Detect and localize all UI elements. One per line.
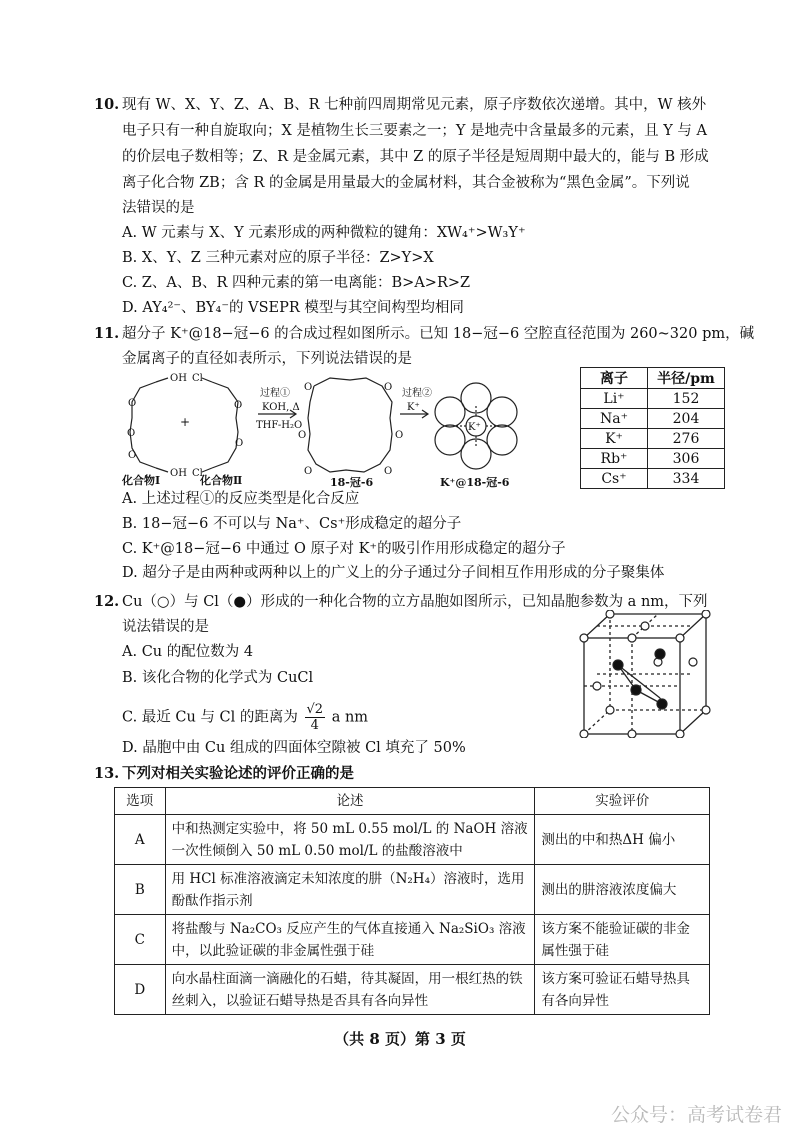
q10-option-c: C. Z、A、B、R 四种元素的第一电离能：B>A>R>Z <box>122 275 471 291</box>
row-argument: 中和热测定实验中，将 50 mL 0.55 mol/L 的 NaOH 溶液一次性倾倒入 50 mL 0.50 mol/L 的盐酸溶液中 <box>165 815 535 865</box>
plus-sign: + <box>180 415 191 429</box>
fraction-numerator: √2 <box>306 702 324 717</box>
crown-o-6: O <box>298 430 307 441</box>
q12-number: 12. <box>94 593 120 610</box>
q12-stem-line-1: Cu（○）与 Cl（●）形成的一种化合物的立方晶胞如图所示，已知晶胞参数为 a nm，下列 <box>122 594 708 610</box>
eval-table-header <box>115 788 710 815</box>
row-evaluation: 该方案不能验证碳的非金属性强于硅 <box>535 915 710 965</box>
q12-option-a: A. Cu 的配位数为 4 <box>122 644 254 660</box>
q10-stem-line-5: 法错误的是 <box>122 200 195 216</box>
row-argument: 将盐酸与 Na₂CO₃ 反应产生的气体直接通入 Na₂SiO₃ 溶液中，以此验证碳的非金属性强于硅 <box>165 915 535 965</box>
compound-1-oh-bottom: OH <box>170 468 187 479</box>
row-option: A <box>115 815 166 865</box>
crown-o-2: O <box>384 382 393 393</box>
ion-radius: 334 <box>648 469 725 489</box>
q13-stem: 下列对相关实验论述的评价正确的是 <box>122 765 354 782</box>
q10-number: 10. <box>94 96 120 113</box>
q11-option-d: D. 超分子是由两种或两种以上的广义上的分子通过分子间相互作用形成的分子聚集体 <box>122 565 665 581</box>
compound-1-o-2: O <box>127 428 136 439</box>
compound-2-o-1: O <box>234 400 243 411</box>
watermark: 公众号：高考试卷君 <box>610 1104 782 1126</box>
row-evaluation: 测出的中和热ΔH 偏小 <box>535 815 710 865</box>
q12-option-b: B. 该化合物的化学式为 CuCl <box>122 670 314 686</box>
step-1-condition-2: THF-H₂O <box>256 420 303 431</box>
q11-number: 11. <box>94 325 120 342</box>
q10-stem-line-1: 现有 W、X、Y、Z、A、B、R 七种前四周期常见元素，原子序数依次递增。其中，W 核外 <box>122 97 707 113</box>
q11-option-c: C. K⁺@18−冠−6 中通过 O 原子对 K⁺的吸引作用形成稳定的超分子 <box>122 541 566 557</box>
q12-option-c-suffix: a nm <box>331 709 369 726</box>
ion-header-ion: 离子 <box>581 368 648 389</box>
ion-name: K⁺ <box>581 429 648 449</box>
table-row <box>581 389 725 409</box>
header-evaluation: 实验评价 <box>535 788 710 815</box>
table-row <box>115 815 710 865</box>
row-evaluation: 该方案可验证石蜡导热具有各向异性 <box>535 965 710 1015</box>
ion-name: Rb⁺ <box>581 449 648 469</box>
ion-name: Li⁺ <box>581 389 648 409</box>
row-option: B <box>115 865 166 915</box>
label-compound-1: 化合物Ⅰ <box>122 474 161 487</box>
step-2-reagent: K⁺ <box>407 402 420 413</box>
step-2-label: 过程② <box>402 388 432 399</box>
compound-1-o-3: O <box>128 450 137 461</box>
q12-stem-line-2: 说法错误的是 <box>122 619 209 635</box>
q11-option-a: A. 上述过程①的反应类型是化合反应 <box>122 491 360 507</box>
ion-radius: 204 <box>648 409 725 429</box>
crown-o-1: O <box>304 382 313 393</box>
ion-radius-table <box>580 367 725 489</box>
q11-stem-line-2: 金属离子的直径如表所示，下列说法错误的是 <box>122 351 412 367</box>
row-evaluation: 测出的肼溶液浓度偏大 <box>535 865 710 915</box>
table-row <box>115 915 710 965</box>
page-footer: （共 8 页）第 3 页 <box>334 1030 466 1048</box>
q10-stem-line-2: 电子只有一种自旋取向；X 是植物生长三要素之一；Y 是地壳中含量最多的元素，且 Y 与 A <box>122 123 707 139</box>
compound-2-o-2: O <box>235 438 244 449</box>
table-row <box>115 865 710 915</box>
step-1-label: 过程① <box>260 388 290 399</box>
experiment-evaluation-table <box>114 787 710 1015</box>
compound-2-cl-bottom: Cl <box>192 468 203 479</box>
table-row <box>581 429 725 449</box>
table-row <box>115 965 710 1015</box>
q10-option-d: D. AY₄²⁻、BY₄⁻的 VSEPR 模型与其空间构型均相同 <box>122 300 464 316</box>
table-row <box>581 469 725 489</box>
label-k-complex: K⁺@18-冠-6 <box>440 476 510 488</box>
row-option: D <box>115 965 166 1015</box>
q12-option-c <box>122 702 368 733</box>
unit-cell-diagram <box>578 610 712 738</box>
ion-name: Na⁺ <box>581 409 648 429</box>
ion-name: Cs⁺ <box>581 469 648 489</box>
header-option: 选项 <box>115 788 166 815</box>
compound-2-cl-top: Cl <box>192 373 203 384</box>
q10-stem-line-3: 的价层电子数相等；Z、R 是金属元素，其中 Z 的原子半径是短周期中最大的，能与 B 形成 <box>122 149 709 165</box>
row-argument: 用 HCl 标准溶液滴定未知浓度的肼（N₂H₄）溶液时，选用酚酞作指示剂 <box>165 865 535 915</box>
q12-option-d: D. 晶胞中由 Cu 组成的四面体空隙被 Cl 填充了 50% <box>122 740 466 756</box>
q12-option-c-prefix: C. 最近 Cu 与 Cl 的距离为 <box>122 709 298 726</box>
label-compound-2: 化合物Ⅱ <box>200 474 243 487</box>
fraction-denominator: 4 <box>310 718 319 733</box>
crown-o-4: O <box>384 466 393 477</box>
q13-number: 13. <box>94 765 120 782</box>
step-1-condition-1: KOH, Δ <box>262 402 300 413</box>
crown-o-5: O <box>304 466 313 477</box>
table-row <box>581 409 725 429</box>
row-argument: 向水晶柱面滴一滴融化的石蜡，待其凝固，用一根红热的铁丝刺入，以验证石蜡导热是否具有各向异性 <box>165 965 535 1015</box>
compound-1-oh-top: OH <box>170 373 187 384</box>
fraction <box>305 702 326 733</box>
ion-radius: 152 <box>648 389 725 409</box>
ion-radius: 306 <box>648 449 725 469</box>
ion-radius: 276 <box>648 429 725 449</box>
header-argument: 论述 <box>165 788 535 815</box>
crown-ether-synthesis-scheme <box>118 366 570 488</box>
q10-option-b: B. X、Y、Z 三种元素对应的原子半径：Z>Y>X <box>122 250 434 266</box>
row-option: C <box>115 915 166 965</box>
compound-1-o-1: O <box>128 398 137 409</box>
crown-o-3: O <box>395 430 404 441</box>
q10-stem-line-4: 离子化合物 ZB；含 R 的金属是用量最大的金属材料，其合金被称为“黑色金属”。下列说 <box>122 175 690 191</box>
label-18-crown-6: 18-冠-6 <box>330 476 374 488</box>
q11-option-b: B. 18−冠−6 不可以与 Na⁺、Cs⁺形成稳定的超分子 <box>122 516 462 532</box>
table-row <box>581 449 725 469</box>
q11-stem-line-1: 超分子 K⁺@18−冠−6 的合成过程如图所示。已知 18−冠−6 空腔直径范围为 260~320 pm，碱 <box>122 326 755 342</box>
q10-option-a: A. W 元素与 X、Y 元素形成的两种微粒的键角：XW₄⁺>W₃Y⁺ <box>122 225 526 241</box>
k-center-label: K⁺ <box>468 422 481 433</box>
ion-header-radius: 半径/pm <box>648 368 725 389</box>
ion-table-header <box>581 368 725 389</box>
